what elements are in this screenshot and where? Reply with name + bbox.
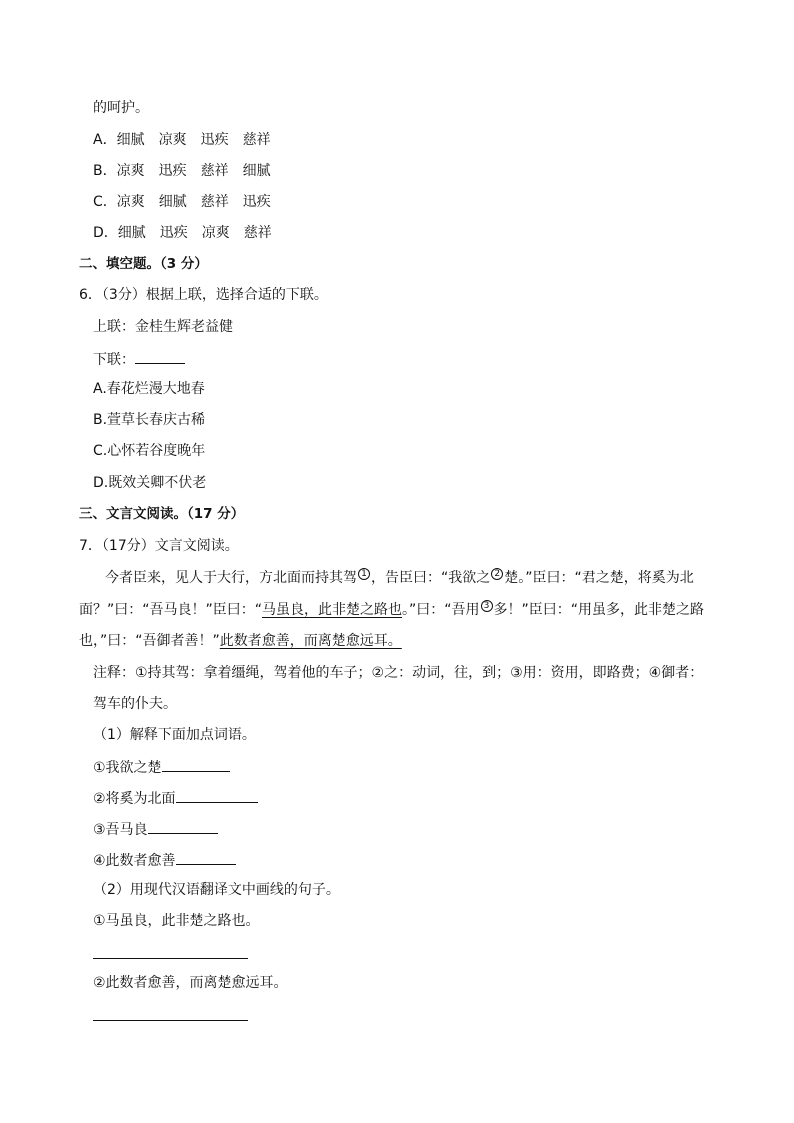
answer-blank[interactable] <box>148 818 218 834</box>
q7-item-1-2: ②将奚为北面 <box>93 787 258 807</box>
q6-option-b[interactable]: B.萱草长春庆古稀 <box>93 412 206 428</box>
footnote-mark-2: 2 <box>491 568 503 580</box>
q5-option-b[interactable]: B．凉爽 迅疾 慈祥 细腻 <box>93 163 271 179</box>
answer-blank[interactable] <box>176 849 236 865</box>
q6-stem: 6．（3分）根据上联，选择合适的下联。 <box>79 287 328 303</box>
translation-answer-line-2[interactable] <box>93 1020 248 1021</box>
q7-item-2-1: ①马虽良，此非楚之路也。 <box>93 913 260 929</box>
q7-item-1-3: ③吾马良 <box>93 818 218 838</box>
q7-notes-line-1: 注释：①持其驾：拿着缰绳，驾着他的车子；②之：动词，往，到；③用：资用，即路费；④御者： <box>93 665 704 681</box>
q5-option-a[interactable]: A．细腻 凉爽 迅疾 慈祥 <box>93 132 271 148</box>
q7-item-2-2: ②此数者愈善，而离楚愈远耳。 <box>93 975 288 991</box>
q6-option-d[interactable]: D.既效关卿不伏老 <box>93 475 207 491</box>
q7-item-1-4: ④此数者愈善 <box>93 849 236 869</box>
answer-blank[interactable] <box>162 756 230 772</box>
q6-upper-couplet: 上联：金桂生辉老益健 <box>93 319 233 335</box>
footnote-mark-3: 3 <box>481 600 493 612</box>
q7-passage-line-3: 也，”曰：“吾御者善！”此数者愈善，而离楚愈远耳。 <box>79 633 402 649</box>
q7-sub-question-1: （1）解释下面加点词语。 <box>93 727 256 743</box>
q7-passage-line-2: 面？”曰：“吾马良！”臣曰：“马虽良，此非楚之路也。”曰：“吾用 3 多！”臣曰：“用虽多，此非楚之路 <box>79 601 705 618</box>
q7-notes-line-2: 驾车的仆夫。 <box>93 696 177 712</box>
footnote-mark-1: 1 <box>358 568 370 580</box>
q7-sub-question-2: （2）用现代汉语翻译文中画线的句子。 <box>93 882 340 898</box>
answer-blank[interactable] <box>176 787 258 803</box>
underlined-sentence-2: 此数者愈善，而离楚愈远耳。 <box>219 633 402 649</box>
underlined-sentence-1: 马虽良，此非楚之路也 <box>262 602 403 618</box>
section-2-heading: 二、填空题。（3 分） <box>79 256 208 272</box>
section-3-heading: 三、文言文阅读。（17 分） <box>79 506 245 522</box>
q5-tail-text: 的呵护。 <box>93 100 149 116</box>
q7-passage-line-1: 今者臣来，见人于大行，方北面而持其驾 1 ，告臣曰：“我欲之 2 楚。”臣曰：“君之楚，将奚为北 <box>105 569 694 586</box>
q6-option-c[interactable]: C.心怀若谷度晚年 <box>93 443 206 459</box>
q6-answer-blank[interactable] <box>135 348 185 364</box>
q6-option-a[interactable]: A.春花烂漫大地春 <box>93 381 205 397</box>
q5-option-d[interactable]: D．细腻 迅疾 凉爽 慈祥 <box>93 225 272 241</box>
q6-lower-couplet: 下联： <box>93 348 185 368</box>
translation-answer-line-1[interactable] <box>93 958 248 959</box>
q5-option-c[interactable]: C．凉爽 细腻 慈祥 迅疾 <box>93 194 271 210</box>
q7-item-1-1: ①我欲之楚 <box>93 756 230 776</box>
q7-stem: 7．（17分）文言文阅读。 <box>79 538 239 554</box>
